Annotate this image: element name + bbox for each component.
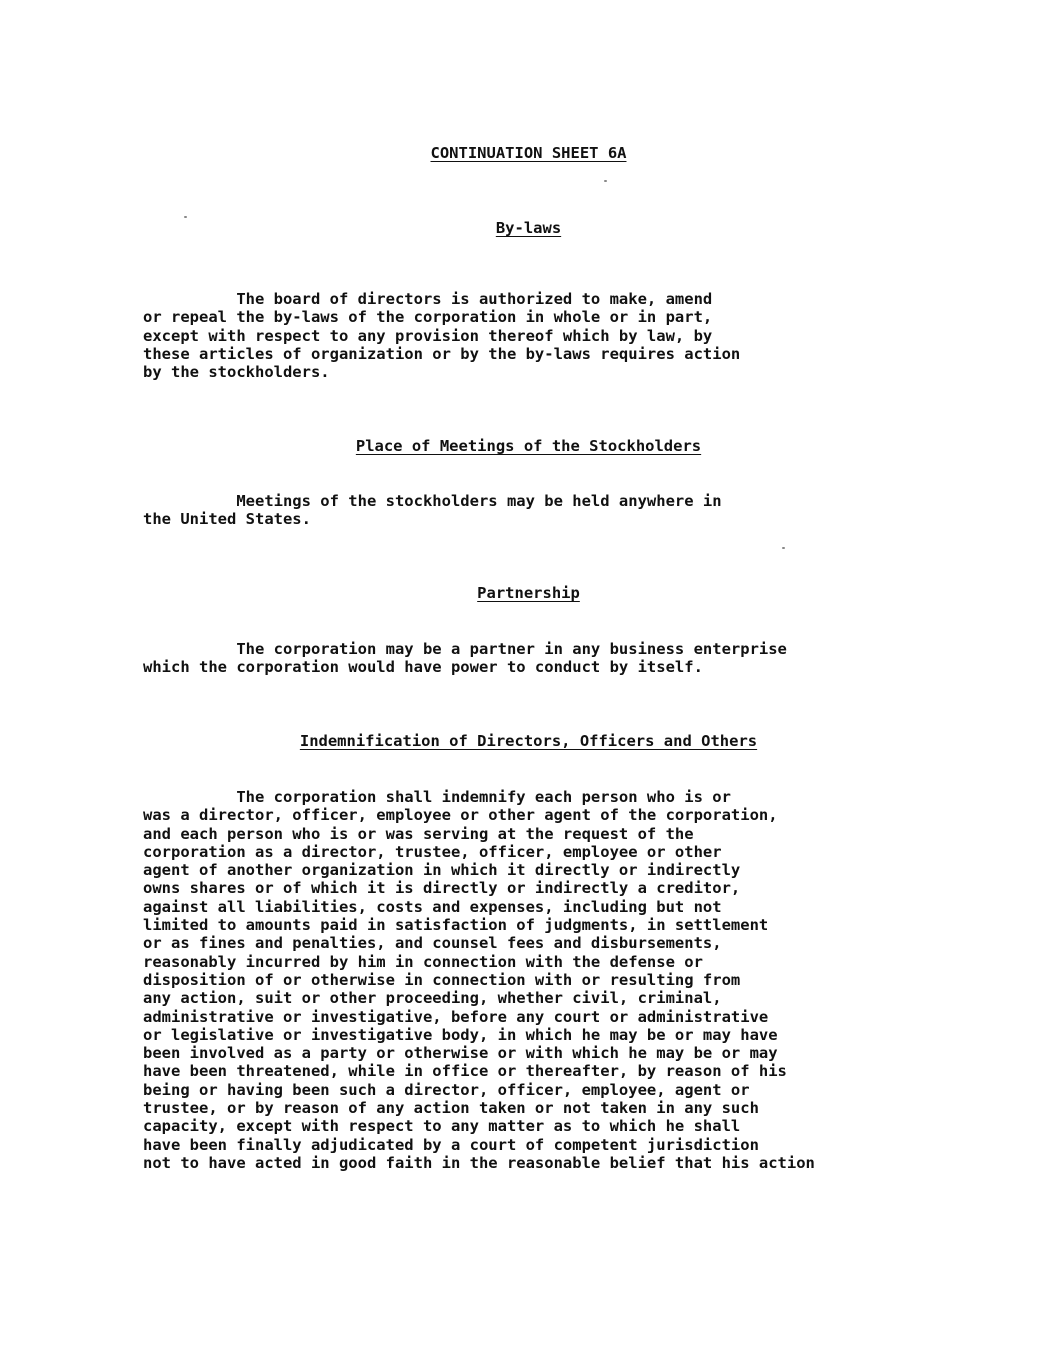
section-heading-bylaws: By-laws xyxy=(495,219,562,237)
scan-speck xyxy=(184,216,187,218)
section-heading-meetings: Place of Meetings of the Stockholders xyxy=(355,437,702,455)
section-paragraph-bylaws: The board of directors is authorized to make, amend or repeal the by-laws of the corporation in whole or in part, except with respect to any provision thereof which by law, by these articles of organization or by the by-laws requires action by the stockholders. xyxy=(143,290,741,382)
scan-speck xyxy=(782,547,785,549)
section-paragraph-meetings: Meetings of the stockholders may be held anywhere in the United States. xyxy=(143,492,722,529)
section-paragraph-partnership: The corporation may be a partner in any business enterprise which the corporation would have power to conduct by itself. xyxy=(143,640,787,677)
page-title: CONTINUATION SHEET 6A xyxy=(430,144,627,162)
scan-speck xyxy=(604,180,607,182)
section-paragraph-indemnification: The corporation shall indemnify each person who is or was a director, officer, employee or other agent of the corporation, and each person who is or was serving at the request of the corporation as a director, trustee, officer, employee or other agent of another organization in which it directly or indirectly owns shares or of which it is directly or indirectly a creditor, against all liabilities, costs and expenses, including but not limited to amounts paid in satisfaction of judgments, in settlement or as fines and penalties, and counsel fees and disbursements, reasonably incurred by him in connection with the defense or disposition of or otherwise in connection with or resulting from any action, suit or other proceeding, whether civil, criminal, administrative or investigative, before any court or administrative or legislative or investigative body, in which he may be or may have been involved as a party or otherwise or with which he may be or may have been threatened, while in office or thereafter, by reason of his being or having been such a director, officer, employee, agent or trustee, or by reason of any action taken or not taken in any such capacity, except with respect to any matter as to which he shall have been finally adjudicated by a court of competent jurisdiction not to have acted in good faith in the reasonable belief that his action xyxy=(143,788,815,1172)
section-heading-partnership: Partnership xyxy=(477,584,580,602)
section-heading-indemnification: Indemnification of Directors, Officers and Others xyxy=(299,732,758,750)
